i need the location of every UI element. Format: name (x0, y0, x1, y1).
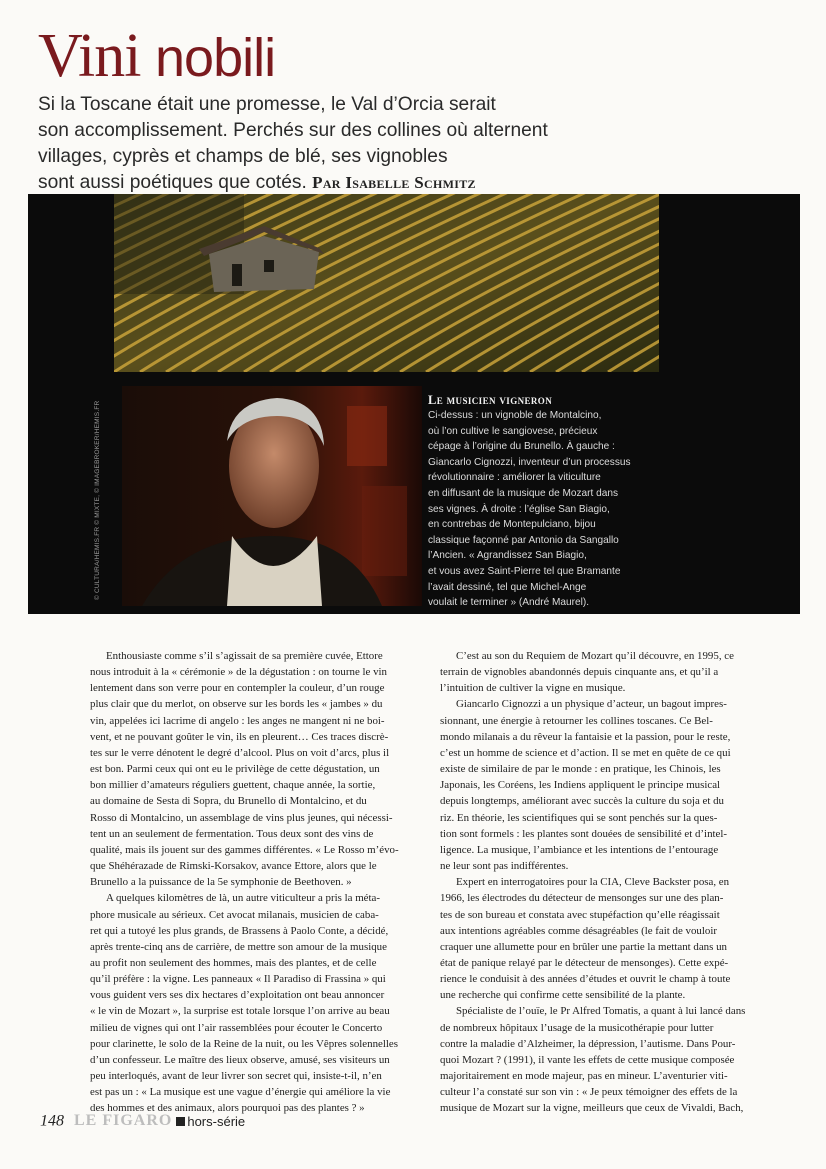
standfirst-line-last (38, 170, 638, 196)
caption-line: et vous avez Saint-Pierre tel que Bramante (428, 565, 621, 577)
body-line: 1966, les électrodes du détecteur de mensonges sur une des plan- (440, 892, 724, 905)
body-line: de nombreux hôpitaux l’usage de la musicothérapie pour lutter (440, 1021, 714, 1034)
byline: Par Isabelle Schmitz (312, 173, 476, 192)
caption-line: cépage à l’origine du Brunello. À gauche : (428, 441, 615, 453)
title-word-vini: Vini (38, 22, 141, 90)
caption-line: Giancarlo Cignozzi, inventeur d’un processus (428, 456, 631, 468)
caption-line: révolutionnaire : améliorer la viticulture (428, 472, 601, 484)
body-line: phore musicale au sérieux. Cet avocat milanais, musicien de caba- (90, 908, 379, 921)
body-line: pour clarinette, le solo de la Reine de la nuit, ou les Vêpres solennelles (90, 1037, 398, 1050)
body-line: Brunello a la puissance de la 5e symphonie de Beethoven. » (90, 876, 352, 889)
article-title (38, 24, 275, 90)
page-number: 148 (40, 1112, 64, 1130)
body-line: vin, appelées ici lacrime di angelo : les anges ne mangent ni ne boi- (90, 714, 385, 727)
body-line: Rosso di Montalcino, un assemblage de vins plus jeunes, qui nécessi- (90, 811, 393, 824)
standfirst-line-text: sont aussi poétiques que cotés. (38, 172, 307, 193)
body-line: riz. En théorie, les scientifiques qui se sont penchés sur la ques- (440, 811, 718, 824)
body-line: peu interloqués, avant de leur livrer son secret qui, insiste-t-il, n’en (90, 1070, 382, 1083)
body-line: vous guident vers ses dix hectares d’exploitation ont beau annoncer (90, 989, 385, 1002)
body-line: au profit non seulement des hommes, mais des plantes, et de celle (90, 956, 377, 969)
body-line: au domaine de Sesta di Sopra, du Brunello di Montalcino, et du (90, 795, 367, 808)
body-line: vent, et ne pouvant goûter le vin, ils en pleurent… Ces traces discrè- (90, 730, 389, 743)
body-line: bon millier d’amateurs réguliers guettent, chaque année, la sortie, (90, 779, 376, 792)
body-line: aux intentions agréables comme désagréables (le fait de vouloir (440, 924, 718, 937)
publication-logo: LE FIGARO (74, 1112, 173, 1130)
body-line: d’un confesseur. Le maître des lieux observe, amusé, ses visiteurs un (90, 1053, 390, 1066)
body-line: musique de Mozart sur la vigne, meilleurs que ceux de Vivaldi, Bach, (440, 1102, 744, 1115)
body-line: tes de son bureau et constata avec stupéfaction qu’elle réagissait (440, 908, 720, 921)
body-line: Spécialiste de l’ouïe, le Pr Alfred Tomatis, a quant à lui lancé dans (456, 1005, 746, 1018)
caption-line: ses vignes. À droite : l’église San Biagio, (428, 503, 610, 515)
body-line: Japonais, les Coréens, les Indiens appliquent le principe musical (440, 779, 721, 792)
body-column-left (90, 648, 432, 1117)
body-line: est bon. Parmi ceux qui ont eu le privilège de cette dégustation, un (90, 763, 380, 776)
caption-line: en diffusant de la musique de Mozart dans (428, 487, 619, 499)
body-line: une recherche qui confirme cette sensibilité de la plante. (440, 989, 686, 1002)
body-line: ligence. La musique, l’ambiance et les intentions de l’entourage (440, 843, 719, 856)
caption-line: en contrebas de Montepulciano, bijou (428, 519, 596, 531)
body-line: « le vin de Mozart », la surprise est totale lorsque l’on arrive au beau (90, 1005, 390, 1018)
body-line: existe de similaire de par le monde : en pratique, les Chinois, les (440, 763, 721, 776)
body-line: Giancarlo Cignozzi a un physique d’acteur, un bagout impres- (456, 698, 727, 711)
standfirst-line: Si la Toscane était une promesse, le Val d’Orcia serait (38, 94, 496, 115)
body-column-right (440, 648, 770, 1117)
body-line: est pas un : « La musique est une vague d’énergie qui améliore la vie (90, 1086, 391, 1099)
body-line: depuis longtemps, améliorant avec succès la culture du soja et du (440, 795, 724, 808)
body-line: quoi Mozart ? (1991), il vante les effets de cette musique composée (440, 1053, 735, 1066)
body-line: c’est un homme de science et d’action. Il se met en quête de ce qui (440, 746, 731, 759)
body-line: Expert en interrogatoires pour la CIA, Cleve Backster posa, en (456, 876, 730, 889)
body-line: terrain de vignobles abandonnés depuis cinquante ans, et qu’il a (440, 666, 719, 679)
body-line: nous introduit à la « cérémonie » de la dégustation : on tourne le vin (90, 666, 387, 679)
body-line: milieu de vignes qui ont l’air rassemblées pour écouter le Concerto (90, 1021, 383, 1034)
body-line: ne leur sont pas indifférentes. (440, 860, 569, 873)
caption-line: voulait le terminer » (André Maurel). (428, 597, 590, 609)
body-line: majoritairement en mode majeur, pas en mineur. L’aventurier viti- (440, 1070, 728, 1083)
body-line: sionnant, une énergie à retourner les collines toscanes. Ce Bel- (440, 714, 713, 727)
body-line: plus clair que du merlot, on observe sur les bords les « jambes » du (90, 698, 383, 711)
section-label: hors-série (187, 1113, 246, 1129)
caption-heading: Le musicien vigneron (428, 393, 553, 407)
body-line: des hommes et des animaux, alors pourquoi pas des plantes ? » (90, 1102, 365, 1115)
caption-line: l’Ancien. « Agrandissez San Biagio, (428, 550, 587, 562)
body-line: rience le conduisit à des années d’études et ouvrit le champ à toute (440, 973, 731, 986)
body-line: tent un an seulement de fermentation. Tous deux sont des vins de (90, 827, 374, 840)
body-line: culteur l’a constaté sur son vin : « Je peux témoigner des effets de la (440, 1086, 738, 1099)
body-line: craquer une allumette pour en brûler une partie la mettant dans un (440, 940, 727, 953)
body-line: contre la maladie d’Alzheimer, la dépression, l’autisme. Dans Pour- (440, 1037, 736, 1050)
photo-caption (428, 392, 668, 611)
body-line: qu’il préfère : la vigne. Les panneaux « Il Paradiso di Frassina » qui (90, 973, 386, 986)
photo-credit-text: © CULTURA/HEMIS.FR © MIXTE, © IMAGEBROKER/HEMIS.FR (94, 400, 101, 600)
photo-credit (94, 390, 106, 600)
page-footer (40, 1112, 245, 1134)
vineyard-photo (114, 194, 659, 372)
body-line: après trente-cinq ans de carrière, de mettre son amour de la musique (90, 940, 387, 953)
caption-line: classique façonné par Antonio da Sangallo (428, 534, 619, 546)
body-line: tes sur le verre dénotent le degré d’alcool. Plus on voit d’arcs, plus il (90, 746, 390, 759)
body-line: A quelques kilomètres de là, un autre viticulteur a pris la méta- (106, 892, 380, 905)
portrait-photo (122, 386, 422, 606)
body-line: ret qui a tutoyé les plus grands, de Brassens à Paolo Conte, a décidé, (90, 924, 389, 937)
body-line: que Shéhérazade de Rimski-Korsakov, avance Ettore, alors que le (90, 860, 377, 873)
body-line: lentement dans son verre pour en contempler la couleur, d’un rouge (90, 682, 385, 695)
standfirst-line: villages, cyprès et champs de blé, ses vignobles (38, 146, 448, 167)
body-line: l’intuition de cultiver la vigne en musique. (440, 682, 626, 695)
body-line: tion sont formels : les plantes sont douées de sensibilité et d’intel- (440, 827, 728, 840)
caption-line: l’avait dessiné, tel que Michel-Ange (428, 581, 587, 593)
body-line: Enthousiaste comme s’il s’agissait de sa première cuvée, Ettore (106, 650, 383, 662)
body-line: état de panique relayé par le détecteur de mensonges). Cette expé- (440, 956, 729, 969)
caption-line: Ci-dessus : un vignoble de Montalcino, (428, 410, 602, 421)
square-bullet-icon (176, 1117, 185, 1126)
body-line: qualité, mais ils jouent sur des gammes différentes. « Le Rosso m’évo- (90, 843, 399, 856)
standfirst (38, 92, 638, 196)
body-line: C’est au son du Requiem de Mozart qu’il découvre, en 1995, ce (456, 650, 734, 662)
caption-line: où l’on cultive le sangiovese, précieux (428, 425, 598, 437)
standfirst-line: son accomplissement. Perchés sur des collines où alternent (38, 120, 548, 141)
title-word-nobili: nobili (155, 28, 276, 88)
body-line: mondo milanais a du rêveur la fantaisie et la passion, pour le reste, (440, 730, 731, 743)
